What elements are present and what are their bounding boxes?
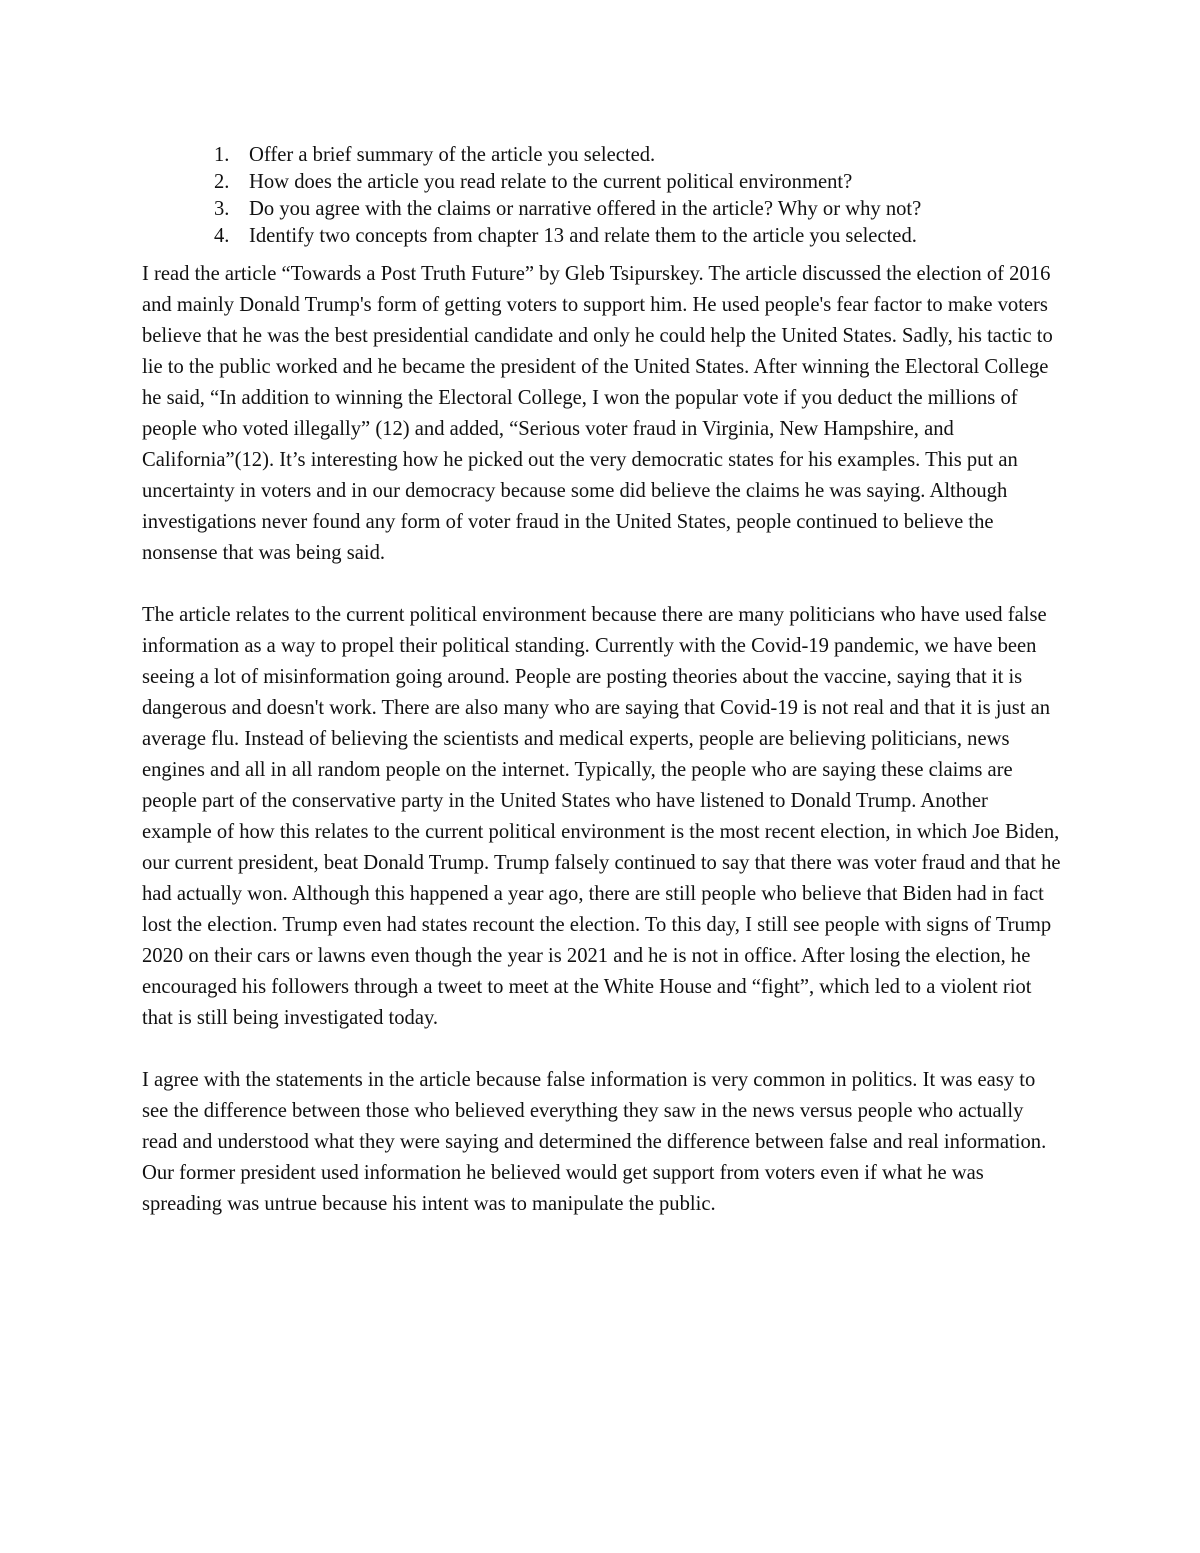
question-text: Do you agree with the claims or narrative offered in the article? Why or why not? [249,198,922,220]
question-number: 2. [214,171,230,193]
summary-paragraph: I read the article “Towards a Post Truth Future” by Gleb Tsipurskey. The article discussed the election of 2016 and mainly Donald Trump's form of getting voters to support him. He used people's fear factor to make voters believe that he was the best presidential candidate and only he could help the United States. Sadly, his tactic to lie to the public worked and he became the president of the United States. After winning the Electoral College he said, “In addition to winning the Electoral College, I won the popular vote if you deduct the millions of people who voted illegally” (12) and added, “Serious voter fraud in Virginia, New Hampshire, and California”(12). It’s interesting how he picked out the very democratic states for his examples. This put an uncertainty in voters and in our democracy because some did believe the claims he was saying. Although investigations never found any form of voter fraud in the United States, people continued to believe the nonsense that was being said. [142,263,1053,564]
question-number: 1. [214,144,230,166]
question-list [142,142,1062,250]
question-text: Offer a brief summary of the article you selected. [249,144,656,166]
question-item [142,223,1062,250]
question-item [142,169,1062,196]
political-environment-paragraph: The article relates to the current political environment because there are many politicians who have used false information as a way to propel their political standing. Currently with the Covid-19 pandemic, we have been seeing a lot of misinformation going around. People are posting theories about the vaccine, saying that it is dangerous and doesn't work. There are also many who are saying that Covid-19 is not real and that it is just an average flu. Instead of believing the scientists and medical experts, people are believing politicians, news engines and all in all random people on the internet. Typically, the people who are saying these claims are people part of the conservative party in the United States who have listened to Donald Trump. Another example of how this relates to the current political environment is the most recent election, in which Joe Biden, our current president, beat Donald Trump. Trump falsely continued to say that there was voter fraud and that he had actually won. Although this happened a year ago, there are still people who believe that Biden had in fact lost the election. Trump even had states recount the election. To this day, I still see people with signs of Trump 2020 on their cars or lawns even though the year is 2021 and he is not in office. After losing the election, he encouraged his followers through a tweet to meet at the White House and “fight”, which led to a violent riot that is still being investigated today. [142,604,1061,1029]
question-text: Identify two concepts from chapter 13 and relate them to the article you selected. [249,225,917,247]
document-body [142,142,1062,1251]
question-number: 3. [214,198,230,220]
question-item [142,196,1062,223]
agreement-paragraph: I agree with the statements in the article because false information is very common in politics. It was easy to see the difference between those who believed everything they saw in the news versus people who actually read and understood what they were saying and determined the difference between false and real information. Our former president used information he believed would get support from voters even if what he was spreading was untrue because his intent was to manipulate the public. [142,1069,1047,1215]
question-item [142,142,1062,169]
question-number: 4. [214,225,230,247]
question-text: How does the article you read relate to the current political environment? [249,171,853,193]
